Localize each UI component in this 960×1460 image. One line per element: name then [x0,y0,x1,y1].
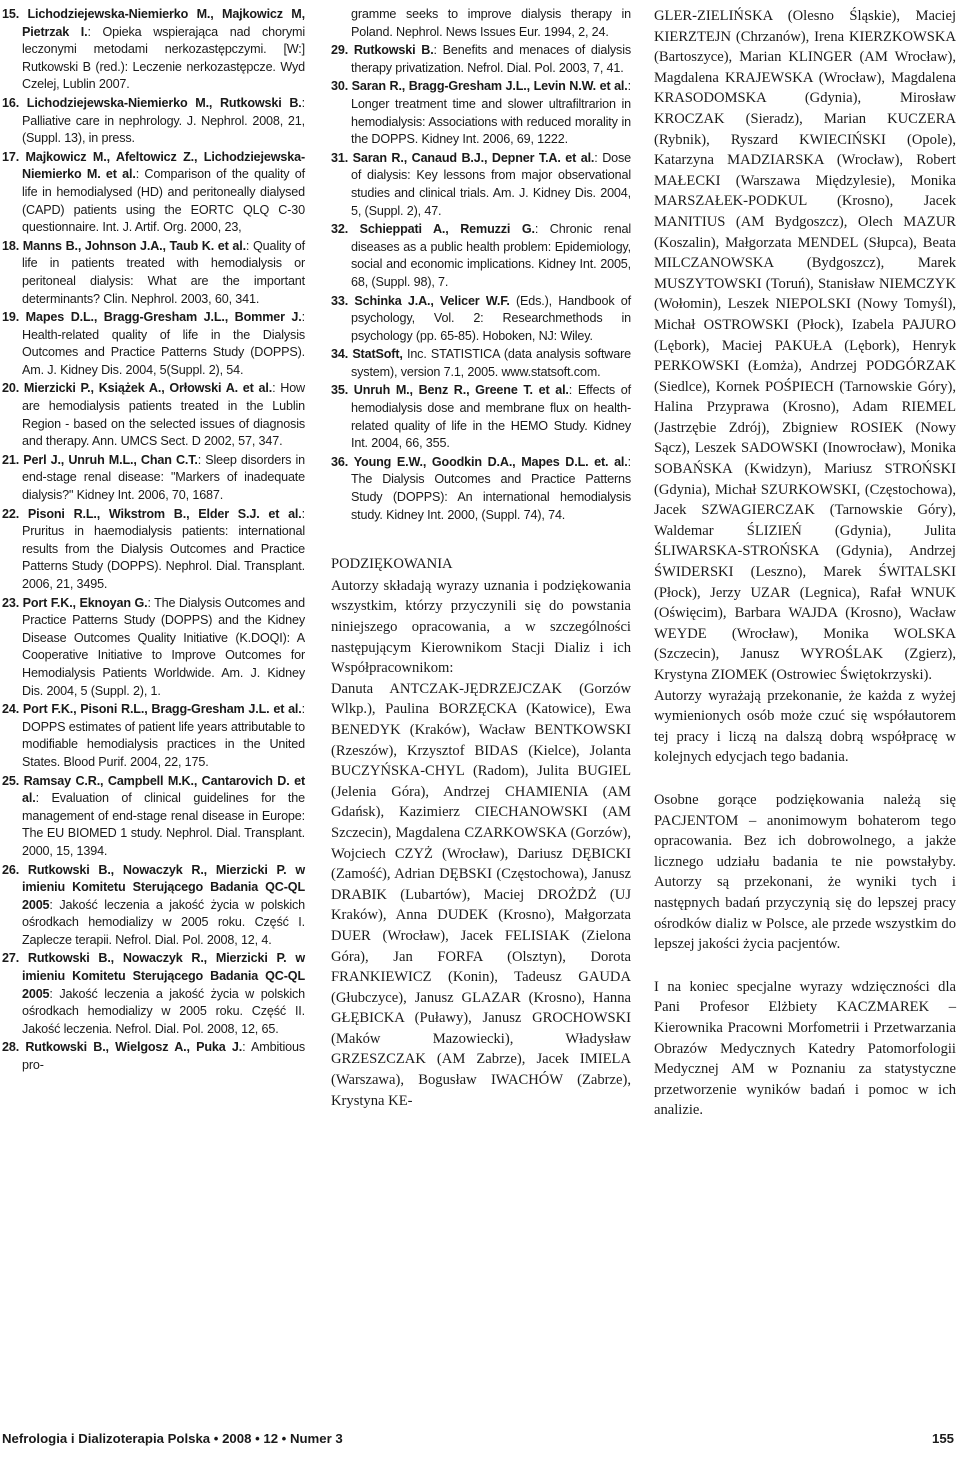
acknowledgements-professor: I na koniec specjalne wyrazy wdzięczności dla Pani Profesor Elżbiety KACZMAREK – Kierownika Pracowni Morfometrii i Przetwarzania Obrazów Medycznych Katedry Patomorfologii Medycznej AM w Poznaniu za statystyczne przetworzenie wyników badań i pomoc w ich analizie. [654,978,956,1119]
reference-authors: Rutkowski B., Wielgosz A., Puka J. [25,1040,243,1055]
acknowledgements-coauthors: Autorzy wyrażają przekonanie, że każda z wyżej wymienionych osób może czuć się współautorem tej pracy i liczą na dalszą dobrą współpracę w kolejnych edycjach tego badania. [654,687,956,766]
reference-text: : The Dialysis Outcomes and Practice Patterns Study (DOPPS) and the Kidney Disease Outcomes Quality Initiative (K.DOQI): A Cooperative Initiative to Improve Outcomes for Hemodialysis Patients Worldwide. Am. J. Kidney Dis. 2004, 5 (Suppl. 2), 1. [22,595,305,698]
reference-authors: Port F.K., Pisoni R.L., Bragg-Gresham J.L. et al. [22,702,302,717]
reference-text: : Dose of dialysis: Key lessons from major observational studies and clinical trials. Am. J. Kidney Dis. 2004, 5, (Suppl. 2), 47. [351,150,631,218]
reference-text: : DOPPS estimates of patient life years attributable to modifiable hemodialysis practices in the United States. Blood Purif. 2004, 22, 175. [22,702,305,769]
reference-authors: Mapes D.L., Bragg-Gresham J.L., Bommer J. [25,310,302,325]
reference-item [331,221,631,291]
reference-authors: Perl J., Unruh M.L., Chan C.T. [23,452,198,467]
reference-number: 16. [2,95,20,110]
reference-authors: Majkowicz M., Afeltowicz Z., Lichodziejewska-Niemierko M. et al. [22,149,305,182]
reference-text: : Health-related quality of life in the Dialysis Outcomes and Practice Patterns Study (DOPPS). Am. J. Kidney Dis. 2004, 5(Suppl. 2), 54. [22,310,305,377]
reference-authors: Unruh M., Benz R., Greene T. et al. [353,383,569,398]
reference-text: : Longer treatment time and slower ultrafiltrarion in hemodialysis: Associations with reduced morality in the DOPPS. Kidney Int. 2006, 69, 1222. [351,79,631,147]
reference-text: : Palliative care in nephrology. J. Nephrol. 2008, 21, (Suppl. 13), in press. [22,95,305,146]
reference-authors: Schieppati A., Remuzzi G. [359,222,535,237]
reference-authors: Lichodziejewska-Niemierko M., Majkowicz M, Pietrzak I. [22,7,305,39]
reference-item [2,862,305,950]
reference-authors: Ramsay C.R., Campbell M.K., Cantarovich D. et al. [22,773,305,806]
reference-text: : Effects of hemodialysis dose and membrane flux on health-related quality of life in the HEMO Study. Kidney Int. 2004, 66, 355. [351,383,632,451]
reference-item [331,42,631,77]
reference-authors: Rutkowski B., Nowaczyk R., Mierzicki P. w imieniu Komitetu Sterującego Badania QC-QL 2005 [22,951,305,1001]
reference-number: 31. [331,150,349,165]
reference-item [331,293,631,346]
reference-item [331,346,631,381]
reference-text: : Comparison of the quality of life in hemodialysed (HD) and peritoneally dialysed (CAPD) patients using the EORTC QLQ C-30 questionnaire. Int. J. Artif. Org. 2000, 23, [22,167,305,235]
reference-authors: Rutkowski B. [353,43,434,58]
references-column-middle [331,6,631,1111]
reference-item [2,773,305,861]
reference-authors: Saran R., Bragg-Gresham J.L., Levin N.W. et al. [351,79,628,94]
reference-authors: Mierzicki P., Książek A., Orłowski A. et al. [23,381,273,396]
reference-number: 30. [331,79,349,94]
references-column-left [2,6,305,1076]
acknowledgements-patients: Osobne gorące podziękowania należą się PACJENTOM – anonimowym bohaterom tego opracowania. Bez ich dobrowolnego, a jakże licznego udziału badania te nie powstałyby. Autorzy są przekonani, że wyniki tych i następnych badań przyczynią się do lepszej pracy ośrodków dializ w Polsce, ale przede wszystkim do lepszej jakości życia pacjentów. [654,791,956,953]
reference-text: : Chronic renal diseases as a public health problem: Epidemiology, social and economic implications. Kidney Int. 2005, 68, (Suppl. 98), 7. [351,222,632,289]
reference-text: Inc. STATISTICA (data analysis software system), version 7.1, 2005. www.statsoft.com. [351,347,631,379]
reference-number: 17. [2,149,20,164]
reference-item [2,380,305,450]
reference-text: : Jakość leczenia a jakość życia w polskich ośrodkach hemodializy w 2005 roku. Część II. Jakość leczenia. Nefrol. Dial. Pol. 2008, 12, 65. [22,986,305,1036]
reference-item [2,149,305,237]
reference-text: : How are hemodialysis patients treated in the Lublin Region - based on the selected issues of diagnosis and therapy. Ann. UMCS Sect. D 2002, 57, 347. [22,381,305,449]
reference-item [2,950,305,1038]
reference-authors: Schinka J.A., Velicer W.F. [354,293,510,308]
reference-text: : Evaluation of clinical guidelines for the management of end-stage renal disease in Europe: The EU BIOMED 1 study. Nephrol. Dial. Transplant. 2000, 15, 1394. [22,791,305,858]
reference-item [331,382,631,452]
reference-item [331,454,631,524]
acknowledgements-intro: Autorzy składają wyrazy uznania i podziękowania wszystkim, którzy przyczynili się do powstania niniejszego opracowania, a w szczególności następującym Kierownikom Stacji Dializ i ich Współpracownikom: [331,577,631,677]
reference-text: : Pruritus in haemodialysis patients: international results from the Dialysis Outcomes and Practice Patterns Study (DOPPS). Nephrol. Dial. Transplant. 2006, 21, 3495. [22,506,305,591]
reference-number: 22. [2,506,20,521]
reference-text: : Quality of life in patients treated with hemodialysis or peritoneal dialysis: What are the important determinants? Clin. Nephrol. 2003, 60, 341. [22,238,305,306]
reference-number: 18. [2,238,20,253]
acknowledgements-column-right [654,6,956,1121]
acknowledgements-names: Danuta ANTCZAK-JĘDRZEJCZAK (Gorzów Wlkp.), Paulina BORZĘCKA (Katowice), Ewa BENEDYK (Kraków), Wacław BENTKOWSKI (Rzeszów), Krzysztof BIDAS (Kielce), Jolanta BUCZYŃSKA-CHYL (Radom), Julita BUGIEL (Jelenia Góra), Andrzej CHAMIENIA (AM Gdańsk), Kazimierz CIECHANOWSKI (AM Szczecin), Magdalena CZARKOWSKA (Gorzów), Wojciech CZYŻ (Wrocław), Dariusz DĘBICKI (Zamość), Adrian DĘBSKI (Częstochowa), Janusz DRABIK (Lubartów), Maciej DROŻDŻ (UJ Kraków), Anna DUDEK (Krosno), Małgorzata DUER (Wrocław), Jacek FELISIAK (Zielona Góra), Jan FORFA (Olsztyn), Dorota FRANKIEWICZ (Konin), Tadeusz GAUDA (Głubczyce), Janusz GLAZAR (Krosno), Hanna GŁĘBICKA (Puławy), Janusz GROCHOWSKI (Maków Mazowiecki), Władysław GRZESZCZAK (AM Zabrze), Jacek IMIELA (Warszawa), Bogusław IWACHÓW (Zabrze), Krystyna KE- [331,680,631,1109]
reference-text: : Jakość leczenia a jakość życia w polskich ośrodkach hemodializy w 2005 roku. Część I. Zaplecze terapii. Nefrol. Dial. Pol. 2008, 12, 4. [22,897,305,947]
reference-authors: Saran R., Canaud B.J., Depner T.A. et al. [352,150,595,165]
reference-authors: Port F.K., Eknoyan G. [22,595,148,610]
reference-item [2,506,305,594]
reference-text: : The Dialysis Outcomes and Practice Patterns Study (DOPPS): An international hemodialysis study. Kidney Int. 2000, (Suppl. 74), 74. [351,454,631,522]
reference-item [331,78,631,148]
reference-authors: Rutkowski B., Nowaczyk R., Mierzicki P. w imieniu Komitetu Sterującego Badania QC-QL 2005 [22,862,305,912]
acknowledgements-heading: PODZIĘKOWANIA [331,556,453,573]
reference-number: 21. [2,452,20,467]
reference-text: : Ambitious pro- [22,1040,305,1073]
reference-number: 29. [331,43,349,58]
reference-number: 19. [2,310,20,325]
reference-number: 20. [2,381,20,396]
reference-authors: Pisoni R.L., Wikstrom B., Elder S.J. et al. [27,506,302,521]
reference-authors: StatSoft, [352,347,403,362]
references-list [331,42,631,524]
reference-text: (Eds.), Handbook of psychology, Vol. 2: Researchmethods in psychology (pp. 65-85). Hoboken, NJ: Wiley. [351,293,631,343]
reference-text: : Sleep disorders in end-stage renal disease: "Markers of inadequate dialysis?" Kidney Int. 2006, 70, 1687. [22,452,305,503]
reference-item [2,95,305,148]
reference-item [331,150,631,220]
reference-number: 15. [2,7,20,21]
reference-item [2,6,305,94]
reference-number: 35. [331,383,349,398]
reference-item [2,238,305,308]
reference-item [2,595,305,701]
reference-authors: Manns B., Johnson J.A., Taub K. et al. [22,238,246,253]
reference-number: 34. [331,347,349,362]
reference-text: : Benefits and menaces of dialysis therapy privatization. Nefrol. Dial. Pol. 2003, 7, 41. [351,43,631,75]
reference-continuation: gramme seeks to improve dialysis therapy in Poland. Nephrol. News Issues Eur. 1994, 2, 24. [351,7,631,39]
reference-number: 23. [2,595,20,610]
reference-text: : Opieka wspierająca nad chorymi leczonymi metodami nerkozastępczymi. [W:] Rutkowski B (red.): Leczenie nerkozastępcze. Wyd Czelej, Lublin 2007. [22,24,305,92]
reference-item [2,452,305,505]
reference-authors: Lichodziejewska-Niemierko M., Rutkowski B. [26,95,302,110]
reference-number: 36. [331,454,349,469]
reference-item [2,309,305,379]
reference-number: 27. [2,951,20,966]
reference-number: 25. [2,773,20,788]
reference-item [2,1039,305,1074]
reference-number: 24. [2,702,20,717]
reference-number: 28. [2,1040,20,1055]
journal-footer: Nefrologia i Dializoterapia Polska • 2008 • 12 • Numer 3 [2,1431,343,1446]
reference-item [2,701,305,771]
reference-number: 26. [2,862,20,877]
reference-authors: Young E.W., Goodkin D.A., Mapes D.L. et. al. [353,454,628,469]
reference-number: 33. [331,293,349,308]
page-number: 155 [931,1431,954,1446]
reference-number: 32. [331,222,349,237]
acknowledgements-names-continued: GLER-ZIELIŃSKA (Olesno Śląskie), Maciej KIERZTEJN (Chrzanów), Irena KIERZKOWSKA (Bartoszyce), Marian KLINGER (AM Wrocław), Magdalena KRAJEWSKA (Wrocław), Magdalena KRASODOMSKA (Gdynia), Mirosław KROCZAK (Sieradz), Marian KUCZERA (Rybnik), Ryszard KWIECIŃSKI (Opole), Katarzyna MADZIARSKA (Wrocław), Robert MAŁECKI (Warszawa Międzylesie), Monika MARSZAŁEK-PODKUL (Krosno), Jacek MANITIUS (AM Bydgoszcz), Olech MAZUR (Koszalin), Małgorzata MENDEL (Słupca), Beata MILCZANOWSKA (Bydgoszcz), Marek MUSZYTOWSKI (Toruń), Stanisław NIEMCZYK (Wołomin), Leszek NIEPOLSKI (Nowy Tomyśl), Michał OSTROWSKI (Płock), Izabela PAJURO (Lębork), Maciej PAKUŁA (Lębork), Henryk PERKOWSKI (Łomża), Andrzej PODGÓRZAK (Siedlce), Kornek POŚPIECH (Tarnowskie Góry), Halina Przyprawa (Krosno), Adam RIEMEL (Jastrzębie Zdrój), Zbigniew ROSIEK (Nowy Sącz), Leszek SADOWSKI (Inowrocław), Monika SOBAŃSKA (Kwidzyn), Mariusz STROŃSKI (Gdynia), Michał SZURKOWSKI, (Częstochowa), Jacek SZWAGIERCZAK (Tarnowskie Góry), Waldemar ŚLIZIEŃ (Gdynia), Julita ŚLIWARSKA-STROŃSKA (Gdynia), Andrzej ŚWIDERSKI (Leszno), Marek ŚWITALSKI (Płock), Jerzy UZAR (Legnica), Rafał WNUK (Oświęcim), Barbara WAJDA (Krosno), Wacław WEYDE (Wrocław), Monika WOLSKA (Szczecin), Janusz WYROŚLAK (Zgierz), Krystyna ZIOMEK (Ostrowiec Świętokrzyski). [654,8,956,683]
